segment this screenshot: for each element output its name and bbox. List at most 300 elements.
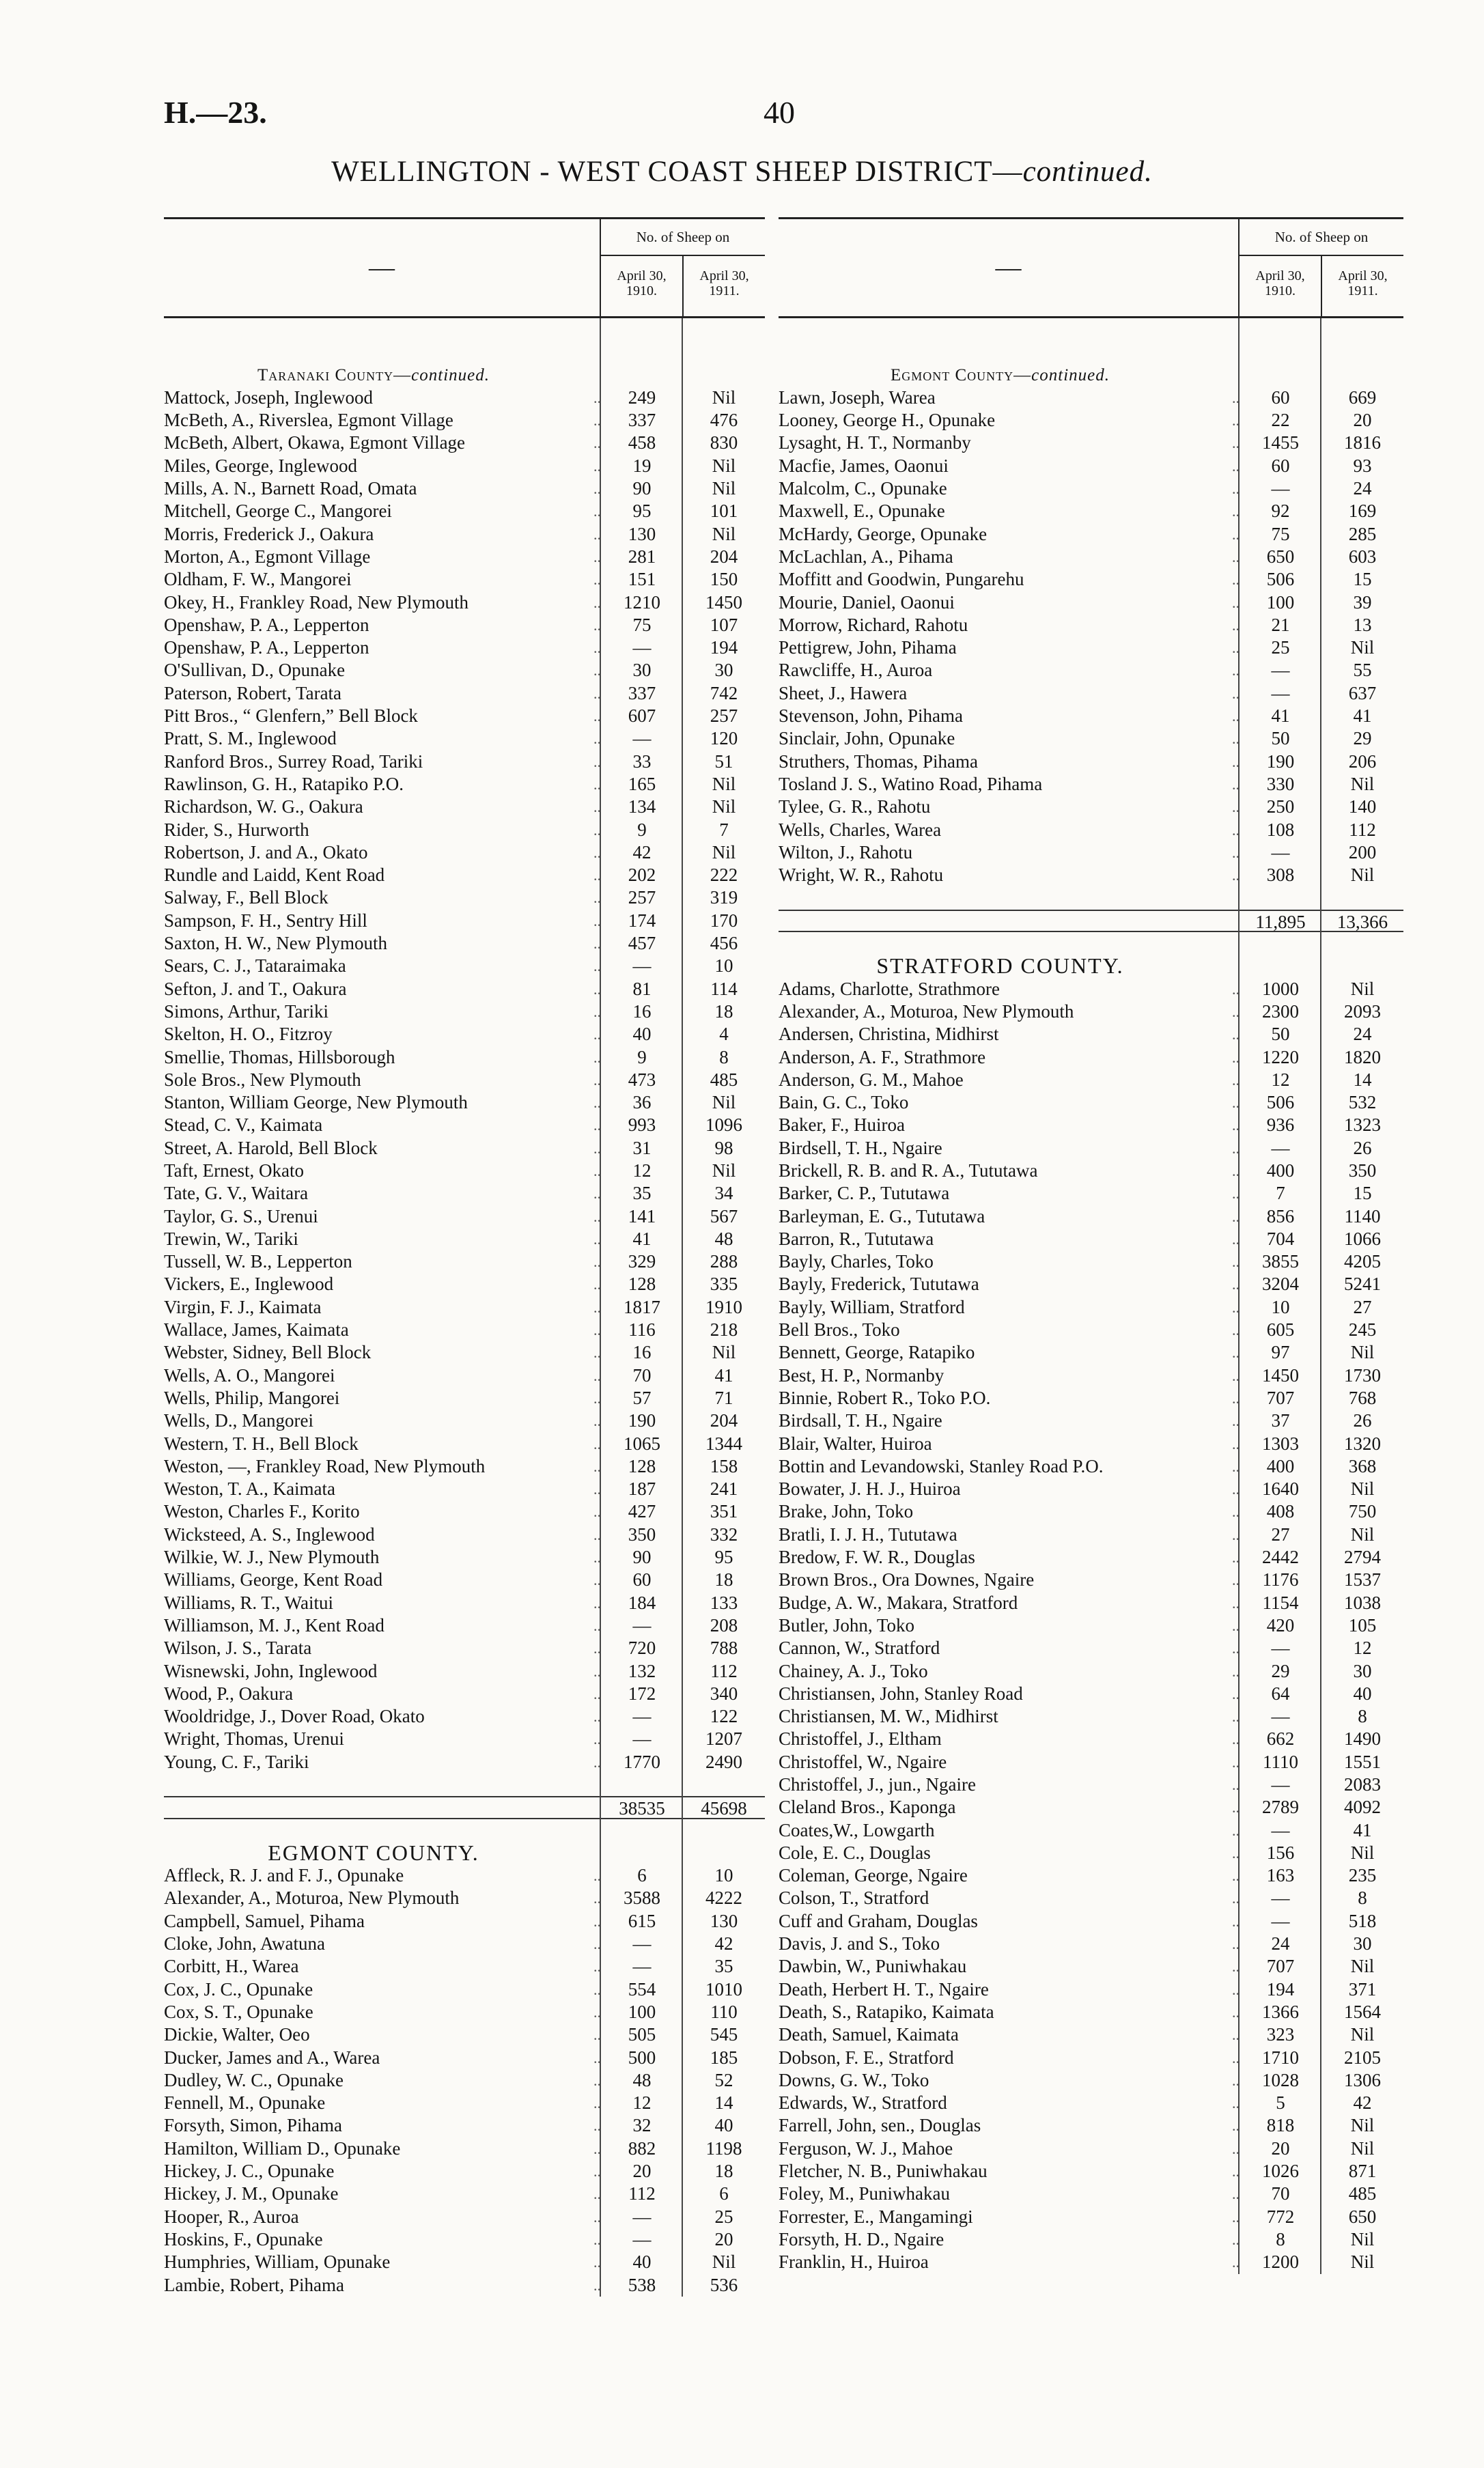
table-row	[779, 1364, 1403, 1387]
owner-name: Tylee, G. R., Rahotu	[779, 796, 931, 817]
leader-dots: ..	[1232, 1799, 1240, 1817]
owner-name: Wilson, J. S., Tarata	[164, 1638, 312, 1659]
sheep-1910: 1176	[1262, 1569, 1299, 1590]
owner-name: Bayly, Frederick, Tututawa	[779, 1274, 979, 1295]
sheep-1911: 12	[1353, 1638, 1372, 1659]
table-row	[164, 2047, 765, 2069]
sheep-1911: Nil	[1350, 2252, 1375, 2273]
table-row	[164, 1319, 765, 1341]
leader-dots: ..	[593, 525, 601, 543]
leader-dots: ..	[593, 2208, 601, 2226]
leader-dots: ..	[1232, 753, 1240, 770]
leader-dots: ..	[593, 616, 601, 634]
spacer	[1222, 955, 1240, 977]
sheep-1911: 48	[714, 1228, 733, 1249]
leader-dots: ..	[593, 1912, 601, 1930]
table-row	[164, 1933, 765, 1955]
sheep-1911: 24	[1353, 478, 1372, 499]
column-header-1910: April 30, 1910.	[617, 268, 667, 298]
owner-name: Barron, R., Tututawa	[779, 1228, 934, 1249]
leader-dots: ..	[593, 935, 601, 953]
owner-name: Forrester, E., Mangamingi	[779, 2206, 973, 2227]
spacer-row	[164, 1773, 765, 1796]
leader-dots: ..	[593, 389, 601, 406]
sheep-1910: 400	[1266, 1160, 1295, 1181]
leader-dots: ..	[1232, 1662, 1240, 1680]
sheep-1910: 615	[628, 1910, 656, 1931]
leader-dots: ..	[1232, 1230, 1240, 1248]
owner-name: Morton, A., Egmont Village	[164, 546, 371, 567]
sheep-1910: —	[1271, 1819, 1290, 1840]
leader-dots: ..	[1232, 2185, 1240, 2203]
spacer-row	[779, 318, 1403, 341]
sheep-1911: 7	[719, 819, 729, 840]
sheep-1910: 330	[1266, 773, 1295, 794]
sheep-1911: 1910	[705, 1296, 742, 1317]
table-row	[779, 978, 1403, 1000]
sheep-1911: 15	[1353, 1183, 1372, 1204]
sheep-1911: 30	[714, 660, 733, 681]
owner-name: Wright, Thomas, Urenui	[164, 1728, 344, 1750]
leader-dots: ..	[1232, 684, 1240, 702]
leader-dots: ..	[1232, 1640, 1240, 1657]
leader-dots: ..	[593, 1616, 601, 1634]
sheep-1910: 1450	[1262, 1364, 1299, 1386]
leader-dots: ..	[1232, 980, 1240, 998]
leader-dots: ..	[1232, 593, 1240, 611]
sheep-1910: 130	[628, 523, 656, 544]
leader-dots: ..	[1232, 1890, 1240, 1907]
table-row	[164, 1569, 765, 1591]
sheep-1910: 70	[1271, 2183, 1290, 2204]
sheep-1910: 772	[1266, 2206, 1295, 2227]
sheep-1911: 41	[1353, 1819, 1372, 1840]
table-row	[164, 1864, 765, 1887]
table-row	[779, 1500, 1403, 1523]
sheep-1911: 669	[1348, 387, 1377, 408]
table-row	[164, 432, 765, 454]
sheep-1910: 41	[1271, 705, 1290, 727]
total-label	[164, 1797, 583, 1817]
sheep-1910: 427	[628, 1501, 656, 1522]
owner-name: Sole Bros., New Plymouth	[164, 1069, 361, 1090]
leader-dots: ..	[1232, 2003, 1240, 2021]
sheep-1910: 2300	[1262, 1000, 1299, 1022]
owner-name: Hoskins, F., Opunake	[164, 2228, 323, 2249]
sheep-1911: 1820	[1344, 1046, 1381, 1067]
sheep-1910: 408	[1266, 1501, 1295, 1522]
owner-name: Taylor, G. S., Urenui	[164, 1205, 318, 1226]
table-row	[779, 1614, 1403, 1637]
sheep-1910: 31	[632, 1137, 652, 1158]
sheep-1910: 662	[1266, 1728, 1295, 1750]
leader-dots: ..	[593, 1662, 601, 1680]
leader-dots: ..	[1232, 1094, 1240, 1112]
sheep-1910: 37	[1271, 1410, 1290, 1431]
owner-name: Sampson, F. H., Sentry Hill	[164, 910, 367, 931]
leader-dots: ..	[1232, 1730, 1240, 1748]
sheep-1911: 95	[714, 1547, 733, 1568]
sheep-1910: 60	[1271, 387, 1290, 408]
owner-name: Christoffel, J., Eltham	[779, 1728, 942, 1750]
sheep-1910: 1065	[624, 1433, 660, 1454]
sheep-1910: 48	[632, 2069, 652, 2090]
owner-name: McBeth, A., Riverslea, Egmont Village	[164, 410, 453, 431]
sheep-1910: 24	[1271, 1933, 1290, 1954]
table-row	[164, 1524, 765, 1546]
owner-name: Foley, M., Puniwhakau	[779, 2183, 950, 2204]
table-row	[779, 1250, 1403, 1273]
sheep-1910: 257	[628, 887, 656, 908]
leader-dots: ..	[1232, 1776, 1240, 1793]
table-row	[779, 2047, 1403, 2069]
sheep-count-title: No. of Sheep on	[1240, 219, 1403, 256]
owner-name: Smellie, Thomas, Hillsborough	[164, 1046, 395, 1067]
sheep-1910: —	[1271, 682, 1290, 703]
owner-name: Barleyman, E. G., Tututawa	[779, 1205, 985, 1226]
sheep-1911: Nil	[1350, 2137, 1375, 2159]
owner-name: Mills, A. N., Barnett Road, Omata	[164, 478, 417, 499]
spacer	[683, 364, 765, 387]
table-row	[164, 2092, 765, 2114]
leader-dots: ..	[593, 1594, 601, 1612]
owner-name: Tosland J. S., Watino Road, Pihama	[779, 773, 1043, 794]
table-row	[164, 1433, 765, 1455]
sheep-1911: 24	[1353, 1024, 1372, 1045]
table-row	[164, 2228, 765, 2251]
table-row	[164, 1728, 765, 1750]
table-row	[164, 682, 765, 705]
sheep-1910: 506	[1266, 1092, 1295, 1113]
owner-name: Taft, Ernest, Okato	[164, 1160, 305, 1181]
leader-dots: ..	[1232, 1935, 1240, 1953]
owner-name: Western, T. H., Bell Block	[164, 1433, 359, 1454]
leader-dots: ..	[1232, 1321, 1240, 1339]
leader-dots: ..	[593, 980, 601, 998]
sheep-1911: 158	[710, 1455, 738, 1476]
sheep-1910: 993	[628, 1114, 656, 1136]
owner-name: Wicksteed, A. S., Inglewood	[164, 1524, 375, 1545]
sheep-1911: 5241	[1344, 1274, 1381, 1295]
sheep-1911: 42	[1353, 2092, 1372, 2114]
name-column-header: —	[995, 253, 1022, 282]
sheep-1910: 42	[632, 841, 652, 863]
sheep-1911: Nil	[1350, 1478, 1375, 1500]
table-row	[164, 978, 765, 1000]
sheep-1911: 2093	[1344, 1000, 1381, 1022]
owner-name: Okey, H., Frankley Road, New Plymouth	[164, 591, 468, 613]
owner-name: Bottin and Levandowski, Stanley Road P.O.	[779, 1455, 1104, 1476]
sheep-1911: 185	[710, 2047, 738, 2068]
sheep-1911: 41	[1353, 705, 1372, 727]
sheep-1911: 42	[714, 1933, 733, 1954]
section-name: Egmont County—	[890, 365, 1032, 384]
sheep-1911: 34	[714, 1183, 733, 1204]
sheep-1911: Nil	[712, 387, 736, 408]
owner-name: Openshaw, P. A., Lepperton	[164, 614, 369, 635]
owner-name: Wilkie, W. J., New Plymouth	[164, 1547, 380, 1568]
sheep-1911: 52	[714, 2069, 733, 2090]
sheep-1910: 134	[628, 796, 656, 817]
table-row	[779, 1023, 1403, 1046]
table-row	[164, 1978, 765, 2001]
sheep-1910: 132	[628, 1660, 656, 1681]
sheep-1910: 190	[1266, 751, 1295, 772]
table-row	[164, 1592, 765, 1614]
table-row	[779, 2160, 1403, 2183]
sheep-1911: 10	[714, 1865, 733, 1886]
leader-dots: ..	[593, 2254, 601, 2271]
owner-name: O'Sullivan, D., Opunake	[164, 660, 346, 681]
table-row	[164, 955, 765, 977]
sheep-1911: Nil	[1350, 1524, 1375, 1545]
sheep-1911: 476	[710, 410, 738, 431]
owner-name: Death, Samuel, Kaimata	[779, 2024, 959, 2045]
leader-dots: ..	[593, 730, 601, 748]
owner-name: Stead, C. V., Kaimata	[164, 1114, 323, 1136]
owner-name: Lysaght, H. T., Normanby	[779, 432, 971, 453]
owner-name: Bayly, Charles, Toko	[779, 1251, 934, 1272]
sheep-1911: 768	[1348, 1387, 1377, 1408]
sheep-1911: 39	[1353, 591, 1372, 613]
leader-dots: ..	[593, 1048, 601, 1066]
sheep-1911: 742	[710, 682, 738, 703]
owner-name: Alexander, A., Moturoa, New Plymouth	[779, 1000, 1074, 1022]
sheep-1911: 1096	[705, 1114, 742, 1136]
sheep-1910: 163	[1266, 1865, 1295, 1886]
sheep-1911: Nil	[712, 1160, 736, 1181]
owner-name: Christoffel, W., Ngaire	[779, 1751, 947, 1772]
table-row	[164, 1683, 765, 1705]
leader-dots: ..	[593, 1298, 601, 1316]
sheep-1910: 2442	[1262, 1547, 1299, 1568]
owner-name: Cox, J. C., Opunake	[164, 1978, 313, 2000]
leader-dots: ..	[593, 867, 601, 884]
sheep-1910: 1770	[624, 1751, 660, 1772]
sheep-1910: 538	[628, 2274, 656, 2295]
leader-dots: ..	[1232, 1821, 1240, 1839]
leader-dots: ..	[593, 1230, 601, 1248]
table-row	[164, 1705, 765, 1728]
leader-dots: ..	[593, 684, 601, 702]
owner-name: Young, C. F., Tariki	[164, 1751, 309, 1772]
leader-dots: ..	[1232, 2049, 1240, 2066]
sheep-1911: 1551	[1344, 1751, 1381, 1772]
owner-name: Anderson, A. F., Strathmore	[779, 1046, 986, 1067]
owner-name: Coleman, George, Ngaire	[779, 1865, 968, 1886]
sheep-1911: 1010	[705, 1978, 742, 2000]
leader-dots: ..	[1232, 639, 1240, 657]
sheep-1911: 218	[710, 1319, 738, 1341]
sheep-1911: 55	[1353, 660, 1372, 681]
table-row	[779, 2023, 1403, 2046]
leader-dots: ..	[593, 1935, 601, 1953]
sheep-1911: 4205	[1344, 1251, 1381, 1272]
leader-dots: ..	[593, 707, 601, 725]
sheep-1911: 2490	[705, 1751, 742, 1772]
table-row	[779, 1728, 1403, 1750]
owner-name: Maxwell, E., Opunake	[779, 501, 945, 522]
owner-name: Humphries, William, Opunake	[164, 2252, 391, 2273]
sheep-1910: 1220	[1262, 1046, 1299, 1067]
table-row	[164, 1046, 765, 1069]
owner-name: Street, A. Harold, Bell Block	[164, 1137, 378, 1158]
table-row	[164, 841, 765, 864]
leader-dots: ..	[1232, 821, 1240, 839]
owner-name: Paterson, Robert, Tarata	[164, 682, 342, 703]
sheep-1911: 18	[714, 1569, 733, 1590]
sheep-1911: 194	[710, 637, 738, 658]
owner-name: Birdsall, T. H., Ngaire	[779, 1410, 942, 1431]
owner-name: Malcolm, C., Opunake	[779, 478, 947, 499]
county-heading	[779, 955, 1403, 977]
leader-dots: ..	[1232, 1026, 1240, 1043]
owner-name: Adams, Charlotte, Strathmore	[779, 978, 1000, 999]
owner-name: Downs, G. W., Toko	[779, 2069, 929, 2090]
sheep-1911: Nil	[1350, 773, 1375, 794]
owner-name: McLachlan, A., Pihama	[779, 546, 953, 567]
owner-name: Birdsell, T. H., Ngaire	[779, 1137, 942, 1158]
sheep-1911: 456	[710, 933, 738, 954]
sheep-1910: 3204	[1262, 1274, 1299, 1295]
leader-dots: ..	[593, 1412, 601, 1430]
sheep-1911: 1140	[1344, 1205, 1381, 1226]
sheep-1910: —	[1271, 841, 1290, 863]
leader-dots: ..	[593, 412, 601, 430]
table-row	[164, 1341, 765, 1364]
table-row	[779, 477, 1403, 500]
table-row	[779, 523, 1403, 546]
owner-name: Pettigrew, John, Pihama	[779, 637, 957, 658]
owner-name: Trewin, W., Tariki	[164, 1228, 298, 1249]
table-row	[779, 1455, 1403, 1478]
leader-dots: ..	[1232, 1980, 1240, 1998]
county-name: EGMONT COUNTY.	[268, 1841, 479, 1865]
table-row	[779, 1160, 1403, 1182]
sheep-1910: 32	[632, 2115, 652, 2136]
table-row	[779, 1319, 1403, 1341]
sheep-1911: 1450	[705, 591, 742, 613]
sheep-1910: —	[632, 728, 652, 749]
owner-name: Saxton, H. W., New Plymouth	[164, 933, 388, 954]
owner-name: Anderson, G. M., Mahoe	[779, 1069, 964, 1090]
leader-dots: ..	[593, 1435, 601, 1453]
sheep-1911: 1490	[1344, 1728, 1381, 1750]
spacer	[1222, 364, 1240, 387]
owner-name: Tate, G. V., Waitara	[164, 1183, 309, 1204]
sheep-1910: 458	[628, 432, 656, 453]
leader-dots: ..	[1232, 1298, 1240, 1316]
sheep-1910: —	[632, 1706, 652, 1727]
sheep-1911: 29	[1353, 728, 1372, 749]
sheep-1911: 245	[1348, 1319, 1377, 1341]
sheep-1911: 122	[710, 1706, 738, 1727]
leader-dots: ..	[1232, 730, 1240, 748]
owner-name: Binnie, Robert R., Toko P.O.	[779, 1387, 991, 1408]
sheep-1911: 545	[710, 2024, 738, 2045]
sheep-1910: 1710	[1262, 2047, 1299, 2068]
sheep-1910: 337	[628, 410, 656, 431]
sheep-1910: 337	[628, 682, 656, 703]
sheep-1910: 128	[628, 1455, 656, 1476]
leader-dots: ..	[1232, 434, 1240, 452]
sheep-1911: Nil	[1350, 2024, 1375, 2045]
spacer-row	[164, 341, 765, 363]
sheep-1911: 567	[710, 1205, 738, 1226]
leader-dots: ..	[593, 753, 601, 770]
sheep-1910: 151	[628, 569, 656, 590]
page-title	[0, 155, 1484, 188]
table-row	[164, 2069, 765, 2092]
owner-name: Coates,W., Lowgarth	[779, 1819, 935, 1840]
table-row	[779, 751, 1403, 773]
sheep-count-header	[600, 219, 765, 316]
sheep-1911: 1344	[705, 1433, 742, 1454]
owner-name: Wright, W. R., Rahotu	[779, 865, 944, 886]
table-row	[164, 1546, 765, 1569]
table-row	[164, 773, 765, 796]
leader-dots: ..	[593, 1366, 601, 1384]
sheep-1910: 184	[628, 1592, 656, 1613]
owner-name: Lawn, Joseph, Warea	[779, 387, 936, 408]
section-name: Taranaki County—	[257, 365, 412, 384]
sheep-1910: 70	[632, 1364, 652, 1386]
sheep-1911: 1730	[1344, 1364, 1381, 1386]
sheep-1911: 18	[714, 2161, 733, 2182]
sheep-1910: 1303	[1262, 1433, 1299, 1454]
owner-name: Hickey, J. C., Opunake	[164, 2161, 335, 2182]
table-row	[164, 1182, 765, 1205]
sheep-1910: 1000	[1262, 978, 1299, 999]
table-row	[164, 1205, 765, 1228]
sheep-1911: 27	[1353, 1296, 1372, 1317]
sheep-1910: 35	[632, 1183, 652, 1204]
sheep-1911: 2105	[1344, 2047, 1381, 2068]
table-row	[779, 2114, 1403, 2137]
sheep-1910: 457	[628, 933, 656, 954]
sheep-1910: —	[1271, 1638, 1290, 1659]
table-row	[779, 1864, 1403, 1887]
leader-dots: ..	[593, 889, 601, 907]
sheep-1911: 1564	[1344, 2001, 1381, 2022]
sheep-1911: 18	[714, 1000, 733, 1022]
sheep-1911: Nil	[1350, 637, 1375, 658]
leader-dots: ..	[1232, 1867, 1240, 1885]
owner-name: Wells, Philip, Mangorei	[164, 1387, 340, 1408]
table-row	[779, 568, 1403, 591]
table-row	[779, 2183, 1403, 2205]
sheep-1911: 101	[710, 501, 738, 522]
owner-name: Sheet, J., Hawera	[779, 682, 908, 703]
leader-dots: ..	[1232, 2254, 1240, 2271]
sheep-1910: 90	[632, 1547, 652, 1568]
spacer	[683, 1842, 765, 1864]
owner-name: Mourie, Daniel, Oaonui	[779, 591, 955, 613]
page-title-main: WELLINGTON - WEST COAST SHEEP DISTRICT—	[331, 156, 1023, 188]
sheep-1911: 206	[1348, 751, 1377, 772]
sheep-1910: 194	[1266, 1978, 1295, 2000]
sheep-1910: 8	[1276, 2228, 1285, 2249]
table-row	[779, 682, 1403, 705]
table-row	[164, 1887, 765, 1909]
leader-dots: ..	[593, 1708, 601, 1726]
sheep-1910: 190	[628, 1410, 656, 1431]
table-row	[164, 1614, 765, 1637]
sheep-1910: 27	[1271, 1524, 1290, 1545]
sheep-1911: Nil	[1350, 865, 1375, 886]
leader-dots: ..	[1232, 1457, 1240, 1475]
sheep-1910: 420	[1266, 1614, 1295, 1636]
